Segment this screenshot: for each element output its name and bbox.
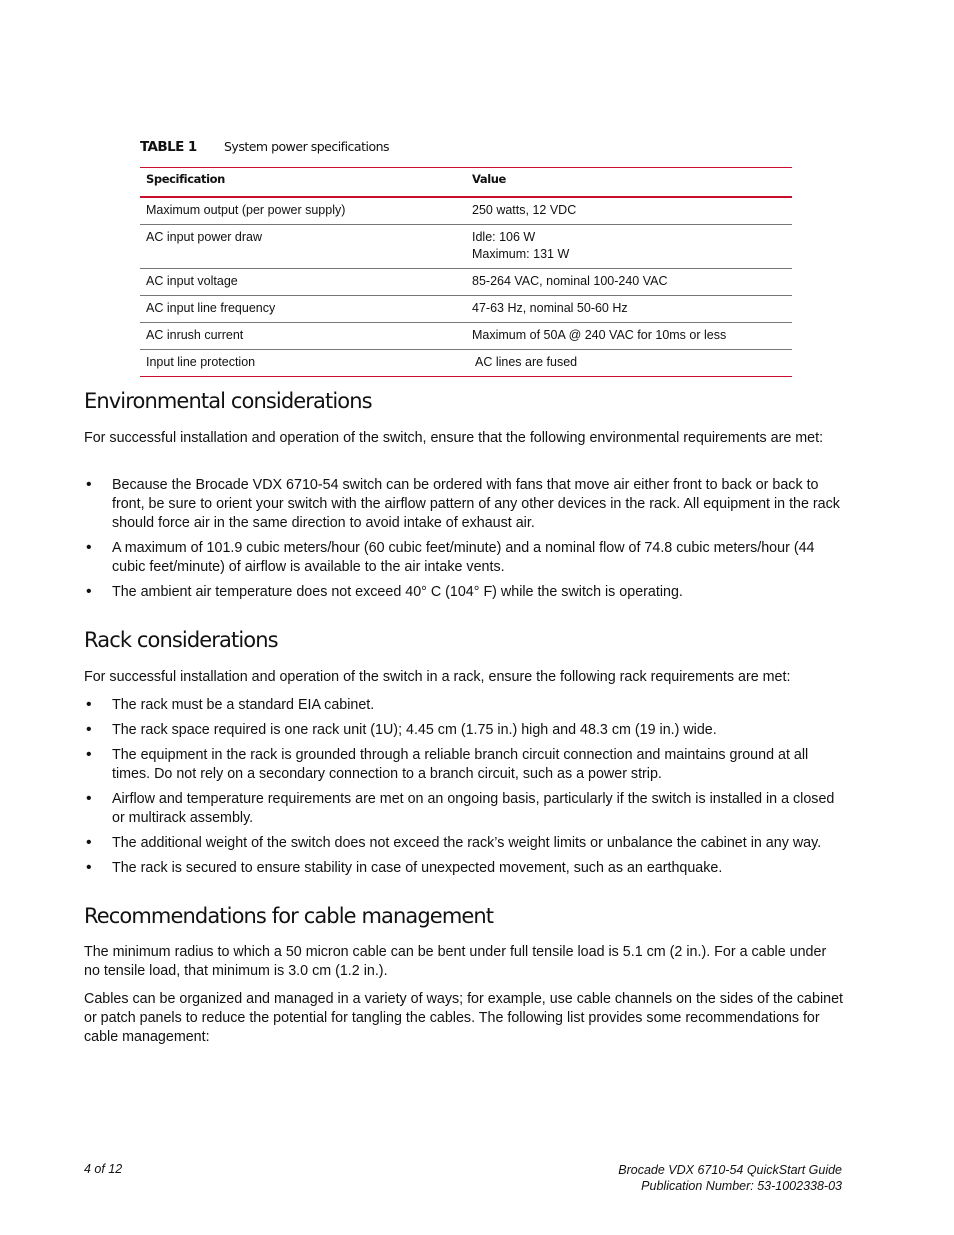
table-row — [140, 350, 792, 377]
environmental-list — [84, 476, 846, 608]
rack-list — [84, 696, 846, 884]
environmental-heading: Environmental considerations — [84, 389, 372, 413]
rack-intro: For successful installation and operation of the switch in a rack, ensure the following rack requirements are met: — [84, 669, 791, 685]
list-item: • A maximum of 101.9 cubic meters/hour (60 cubic feet/minute) and a nominal flow of 74.8 cubic meters/hour (44 cubic feet/minute) of airflow is available to the air intake vents. — [84, 539, 846, 577]
value-line: Maximum: 131 W — [472, 247, 570, 261]
table-row — [140, 197, 792, 225]
value-line: 47-63 Hz, nominal 50-60 Hz — [472, 301, 628, 315]
value-line: AC lines are fused — [475, 355, 578, 369]
page-number: 4 of 12 — [84, 1162, 123, 1176]
table-header-row — [140, 168, 792, 198]
table-row — [140, 225, 792, 269]
list-item: • The rack space required is one rack unit (1U); 4.45 cm (1.75 in.) high and 48.3 cm (19 in.) wide. — [84, 721, 846, 740]
list-item: • Because the Brocade VDX 6710-54 switch can be ordered with fans that move air either front to back or back to front, be sure to orient your switch with the airflow pattern of any other devices in the rack. All equipment in the rack should force air in the same direction to avoid intake of exhaust air. — [84, 476, 846, 533]
value-cell — [466, 296, 792, 323]
value-cell — [466, 225, 792, 269]
list-item: • The rack must be a standard EIA cabinet. — [84, 696, 846, 715]
list-item: • The additional weight of the switch does not exceed the rack’s weight limits or unbalance the cabinet in any way. — [84, 834, 846, 853]
table-row — [140, 323, 792, 350]
column-header-value: Value — [466, 168, 792, 198]
footer-publication-info — [618, 1162, 842, 1194]
spec-cell: AC input line frequency — [140, 296, 466, 323]
guide-title: Brocade VDX 6710-54 QuickStart Guide — [618, 1163, 842, 1177]
value-cell — [466, 350, 792, 377]
spec-cell: Maximum output (per power supply) — [140, 197, 466, 225]
value-line: 85-264 VAC, nominal 100-240 VAC — [472, 274, 668, 288]
value-cell — [466, 323, 792, 350]
table-caption — [140, 139, 389, 155]
cable-heading: Recommendations for cable management — [84, 904, 494, 928]
cable-paragraph: The minimum radius to which a 50 micron cable can be bent under full tensile load is 5.1 cm (2 in.). For a cable under no tensile load, that minimum is 3.0 cm (1.2 in.). — [84, 944, 827, 979]
spec-cell: AC inrush current — [140, 323, 466, 350]
spec-cell: AC input voltage — [140, 269, 466, 296]
power-spec-table — [140, 167, 792, 377]
table-row — [140, 296, 792, 323]
value-line: Idle: 106 W — [472, 230, 536, 244]
value-line: 250 watts, 12 VDC — [472, 203, 577, 217]
spec-cell: Input line protection — [140, 350, 466, 377]
table-title: System power specifications — [224, 139, 390, 154]
table-row — [140, 269, 792, 296]
value-line: Maximum of 50A @ 240 VAC for 10ms or less — [472, 328, 727, 342]
spec-cell: AC input power draw — [140, 225, 466, 269]
cable-paragraph: Cables can be organized and managed in a variety of ways; for example, use cable channels on the sides of the cabinet or patch panels to reduce the potential for tangling the cables. The following list provides some recommendations for cable management: — [84, 991, 843, 1045]
environmental-intro: For successful installation and operation of the switch, ensure that the following environmental requirements are met: — [84, 430, 824, 446]
column-header-specification: Specification — [140, 168, 466, 198]
value-cell — [466, 197, 792, 225]
list-item: • The rack is secured to ensure stability in case of unexpected movement, such as an earthquake. — [84, 859, 846, 878]
list-item: • Airflow and temperature requirements are met on an ongoing basis, particularly if the switch is installed in a closed or multirack assembly. — [84, 790, 846, 828]
table-number: TABLE 1 — [140, 139, 197, 155]
value-cell — [466, 269, 792, 296]
publication-number: Publication Number: 53-1002338-03 — [641, 1179, 842, 1193]
list-item: • The ambient air temperature does not exceed 40° C (104° F) while the switch is operating. — [84, 583, 846, 602]
list-item: • The equipment in the rack is grounded through a reliable branch circuit connection and maintains ground at all times. Do not rely on a secondary connection to a branch circuit, such as a power strip. — [84, 746, 846, 784]
rack-heading: Rack considerations — [84, 628, 278, 652]
